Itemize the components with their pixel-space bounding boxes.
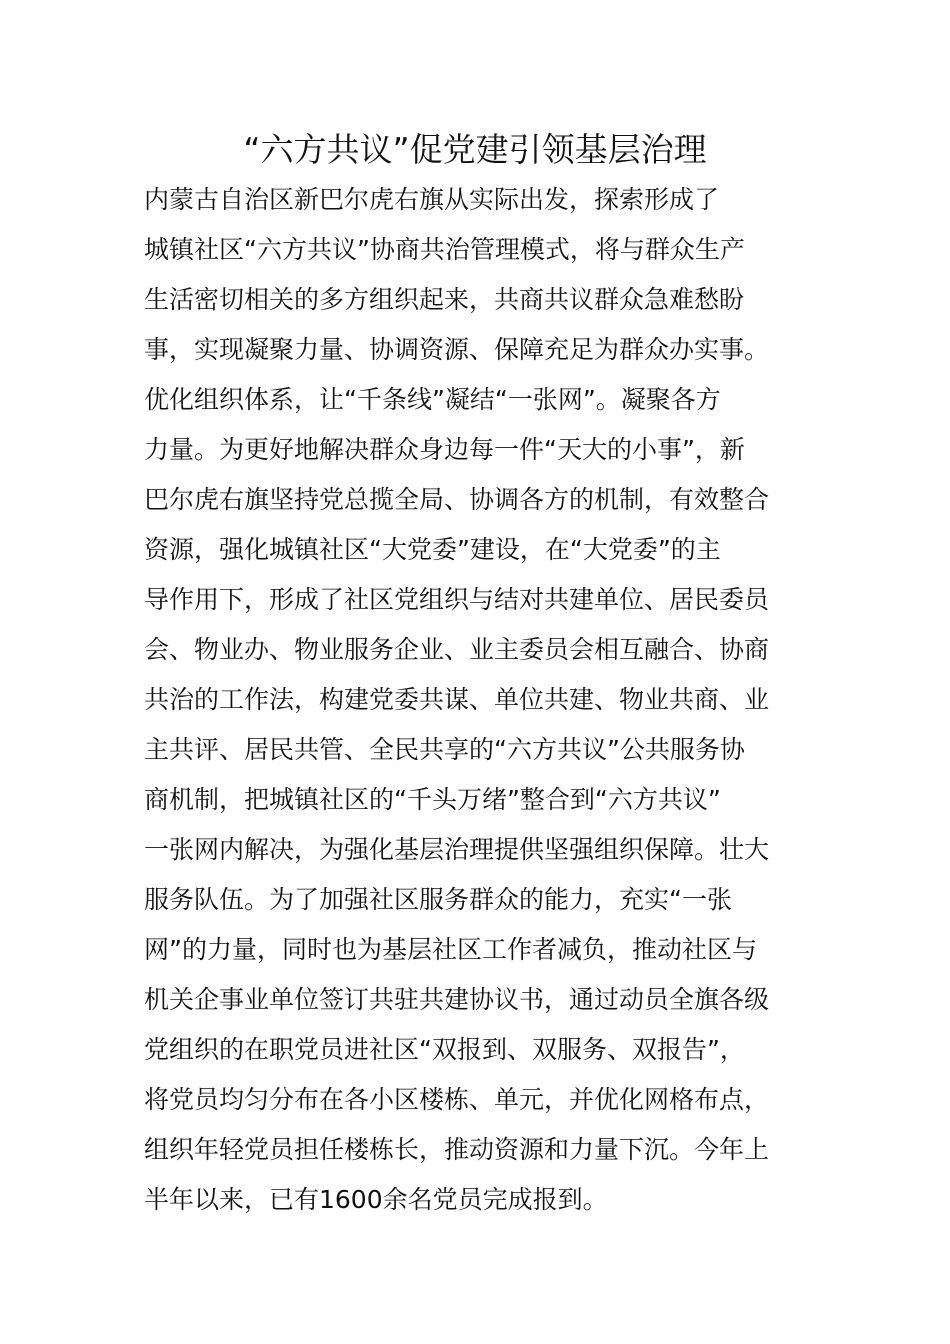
paragraph-1-line-1: 内蒙古自治区新巴尔虎右旗从实际出发，探索形成了: [144, 185, 720, 214]
paragraph-2-line-5: 导作用下，形成了社区党组织与结对共建单位、居民委员: [144, 585, 770, 614]
paragraph-1-line-3: 生活密切相关的多方组织起来，共商共议群众急难愁盼: [144, 285, 745, 314]
paragraph-2-line-8: 主共评、居民共管、全民共享的“六方共议”公共服务协: [144, 735, 745, 764]
paragraph-2-line-4: 资源，强化城镇社区“大党委”建设，在“大党委”的主: [144, 535, 721, 564]
paragraph-2-line-16: 组织年轻党员担任楼栋长，推动资源和力量下沉。今年上: [144, 1135, 770, 1164]
paragraph-2-line-15: 将党员均匀分布在各小区楼栋、单元，并优化网格布点，: [144, 1085, 770, 1114]
paragraph-2-line-6: 会、物业办、物业服务企业、业主委员会相互融合、协商: [144, 635, 770, 664]
paragraph-1-line-4: 事，实现凝聚力量、协调资源、保障充足为群众办实事。: [144, 335, 770, 364]
paragraph-2-line-17: 半年以来，已有1600余名党员完成报到。: [144, 1185, 608, 1214]
document-title: “六方共议”促党建引领基层治理: [243, 130, 707, 169]
paragraph-2-line-2: 力量。为更好地解决群众身边每一件“天大的小事”，新: [144, 435, 745, 464]
paragraph-2-line-12: 网”的力量，同时也为基层社区工作者减负，推动社区与: [144, 935, 757, 964]
paragraph-2-line-14: 党组织的在职党员进社区“双报到、双服务、双报告”，: [144, 1035, 745, 1064]
paragraph-2-line-7: 共治的工作法，构建党委共谋、单位共建、物业共商、业: [144, 685, 770, 714]
paragraph-2-line-11: 服务队伍。为了加强社区服务群众的能力，充实“一张: [144, 885, 732, 914]
paragraph-2-line-3: 巴尔虎右旗坚持党总揽全局、协调各方的机制，有效整合: [144, 485, 770, 514]
paragraph-2-line-13: 机关企事业单位签订共驻共建协议书，通过动员全旗各级: [144, 985, 770, 1014]
paragraph-2-line-10: 一张网内解决，为强化基层治理提供坚强组织保障。壮大: [144, 835, 770, 864]
paragraph-2-line-1: 优化组织体系，让“千条线”凝结“一张网”。凝聚各方: [144, 385, 721, 414]
paragraph-1-line-2: 城镇社区“六方共议”协商共治管理模式，将与群众生产: [144, 235, 745, 264]
paragraph-2-line-9: 商机制，把城镇社区的“千头万绪”整合到“六方共议”: [144, 785, 721, 814]
